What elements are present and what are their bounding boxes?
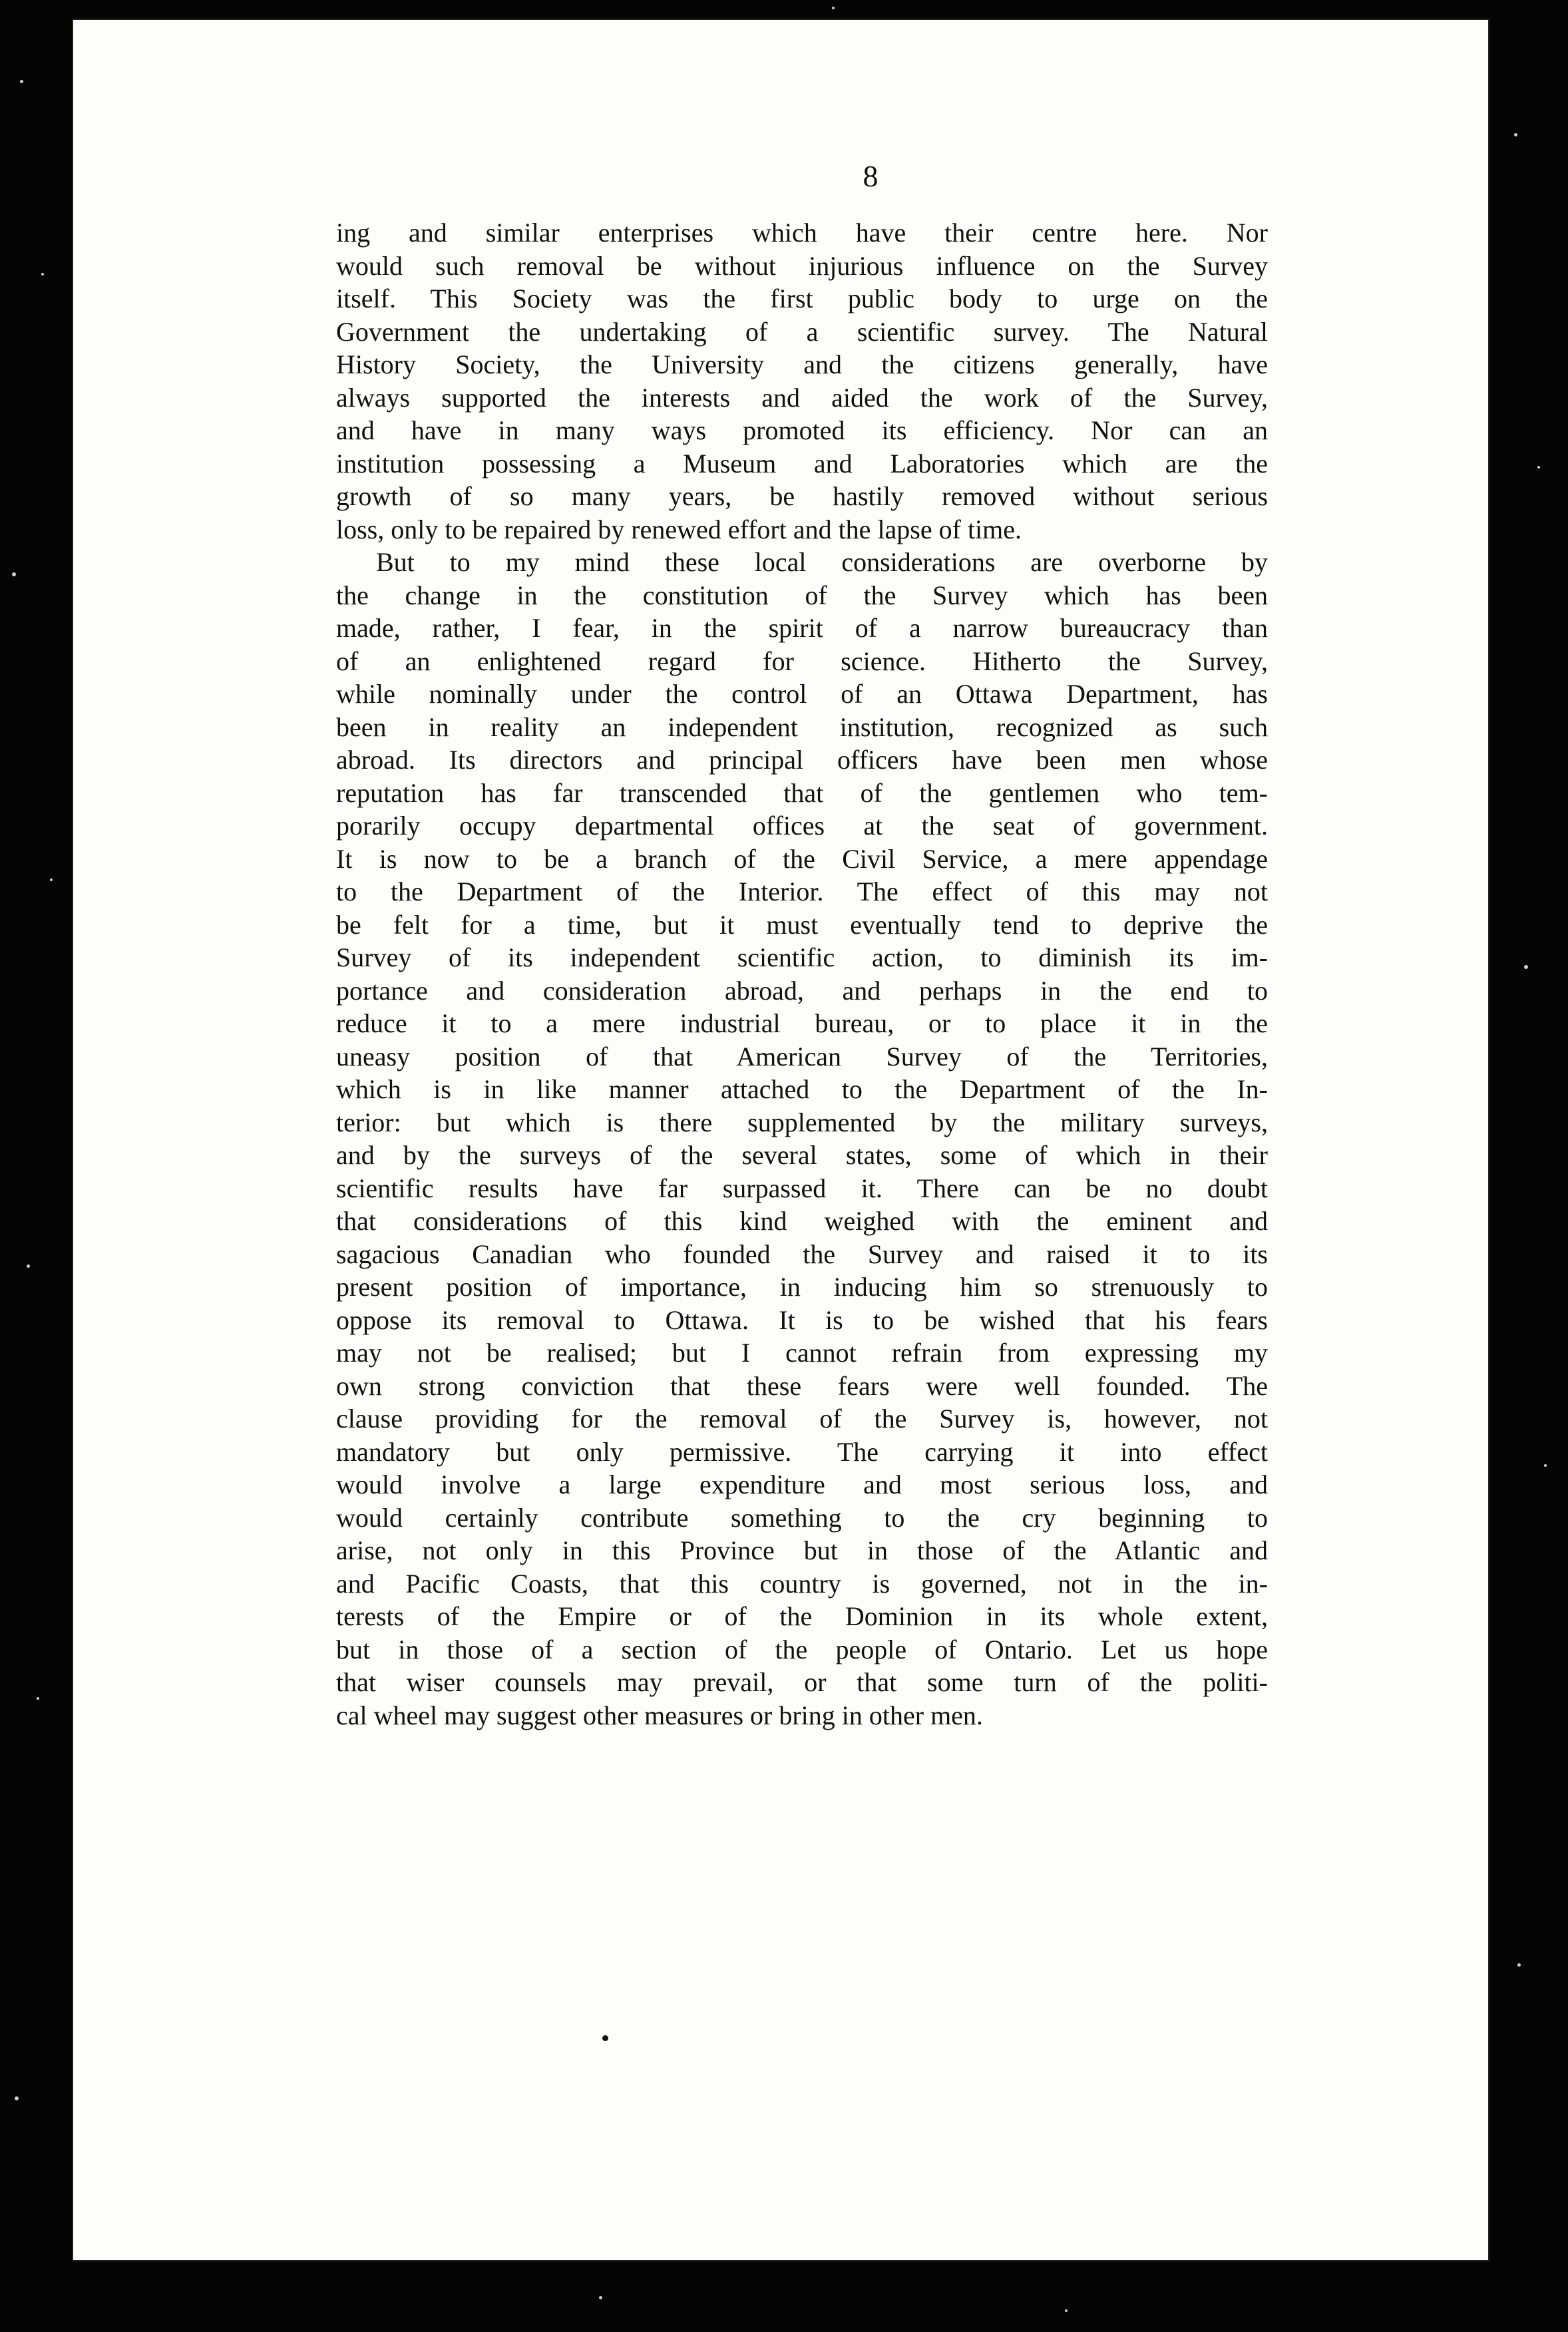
text-line: clause providing for the removal of the Survey is, however, not <box>336 1404 1268 1434</box>
text-line: arise, not only in this Province but in those of the Atlantic and <box>336 1535 1268 1565</box>
text-line: porarily occupy departmental offices at the seat of government. <box>336 811 1268 841</box>
scan-speck <box>27 1264 30 1268</box>
text-line: would involve a large expenditure and most serious loss, and <box>336 1469 1268 1499</box>
text-line: that considerations of this kind weighed with the eminent and <box>336 1206 1268 1236</box>
text-line: of an enlightened regard for science. Hitherto the Survey, <box>336 646 1268 676</box>
text-line: sagacious Canadian who founded the Survey and raised it to its <box>336 1239 1268 1269</box>
text-line: oppose its removal to Ottawa. It is to be wished that his fears <box>336 1304 1268 1335</box>
scan-speck <box>15 2096 19 2100</box>
scan-speck <box>1514 133 1517 136</box>
text-line: loss, only to be repaired by renewed effort and the lapse of time. <box>336 514 1022 544</box>
text-line: reputation has far transcended that of the gentlemen who tem- <box>336 777 1268 808</box>
scan-speck <box>1544 1464 1547 1467</box>
text-line: But to my mind these local considerations are overborne by <box>376 547 1268 577</box>
scan-speck <box>1524 965 1528 969</box>
text-line: growth of so many years, be hastily removed without serious <box>336 481 1268 511</box>
text-line: while nominally under the control of an Ottawa Department, has <box>336 679 1268 709</box>
text-line: would certainly contribute something to the cry beginning to <box>336 1502 1268 1533</box>
text-line: been in reality an independent institution, recognized as such <box>336 711 1268 742</box>
text-line: scientific results have far surpassed it. There can be no doubt <box>336 1173 1268 1203</box>
text-line: ing and similar enterprises which have their centre here. Nor <box>336 218 1268 248</box>
text-line: itself. This Society was the first public body to urge on the <box>336 284 1268 313</box>
text-line: It is now to be a branch of the Civil Service, a mere appendage <box>336 843 1268 874</box>
scan-speck <box>12 572 16 576</box>
text-line: and by the surveys of the several states, some of which in their <box>336 1140 1268 1170</box>
text-line: and have in many ways promoted its efficiency. Nor can an <box>336 415 1268 445</box>
ink-spot <box>602 2035 608 2041</box>
text-line: would such removal be without injurious influence on the Survey <box>336 250 1268 281</box>
text-line: may not be realised; but I cannot refrain from expressing my <box>336 1338 1268 1368</box>
text-line: reduce it to a mere industrial bureau, or to place it in the <box>336 1008 1268 1038</box>
scan-speck <box>50 878 53 881</box>
body-text <box>336 216 1268 1732</box>
scan-speck <box>832 7 835 9</box>
text-line: and Pacific Coasts, that this country is governed, not in the in- <box>336 1568 1268 1599</box>
text-line: cal wheel may suggest other measures or bring in other men. <box>336 1700 983 1730</box>
text-line: be felt for a time, but it must eventually tend to deprive the <box>336 909 1268 940</box>
text-line: institution possessing a Museum and Laboratories which are the <box>336 448 1268 479</box>
text-line: present position of importance, in inducing him so strenuously to <box>336 1272 1268 1302</box>
text-line: Survey of its independent scientific action, to diminish its im- <box>336 942 1268 972</box>
text-line: abroad. Its directors and principal officers have been men whose <box>336 745 1268 775</box>
page-number: 8 <box>863 159 879 193</box>
scan-speck <box>599 2296 602 2299</box>
scan-speck <box>41 273 44 276</box>
text-line: but in those of a section of the people of Ontario. Let us hope <box>336 1634 1268 1664</box>
text-line: the change in the constitution of the Survey which has been <box>336 580 1268 610</box>
text-line: mandatory but only permissive. The carrying it into effect <box>336 1436 1268 1467</box>
scan-speck <box>1537 466 1540 469</box>
text-line: made, rather, I fear, in the spirit of a narrow bureaucracy than <box>336 613 1268 643</box>
text-line: portance and consideration abroad, and perhaps in the end to <box>336 975 1268 1006</box>
text-line: History Society, the University and the citizens generally, have <box>336 349 1268 379</box>
text-line: that wiser counsels may prevail, or that some turn of the politi- <box>336 1667 1268 1697</box>
text-line: Government the undertaking of a scientific survey. The Natural <box>336 316 1268 347</box>
text-line: which is in like manner attached to the Department of the In- <box>336 1074 1268 1104</box>
scan-speck <box>20 80 23 83</box>
text-line: own strong conviction that these fears were well founded. The <box>336 1370 1268 1401</box>
text-line: always supported the interests and aided the work of the Survey, <box>336 382 1268 413</box>
scan-speck <box>37 1697 39 1700</box>
scan-speck <box>1517 1963 1521 1967</box>
text-line: uneasy position of that American Survey of the Territories, <box>336 1041 1268 1071</box>
text-line: to the Department of the Interior. The effect of this may not <box>336 876 1268 906</box>
text-line: terior: but which is there supplemented by the military surveys, <box>336 1107 1268 1137</box>
scan-speck <box>1065 2309 1068 2312</box>
text-line: terests of the Empire or of the Dominion in its whole extent, <box>336 1601 1268 1631</box>
